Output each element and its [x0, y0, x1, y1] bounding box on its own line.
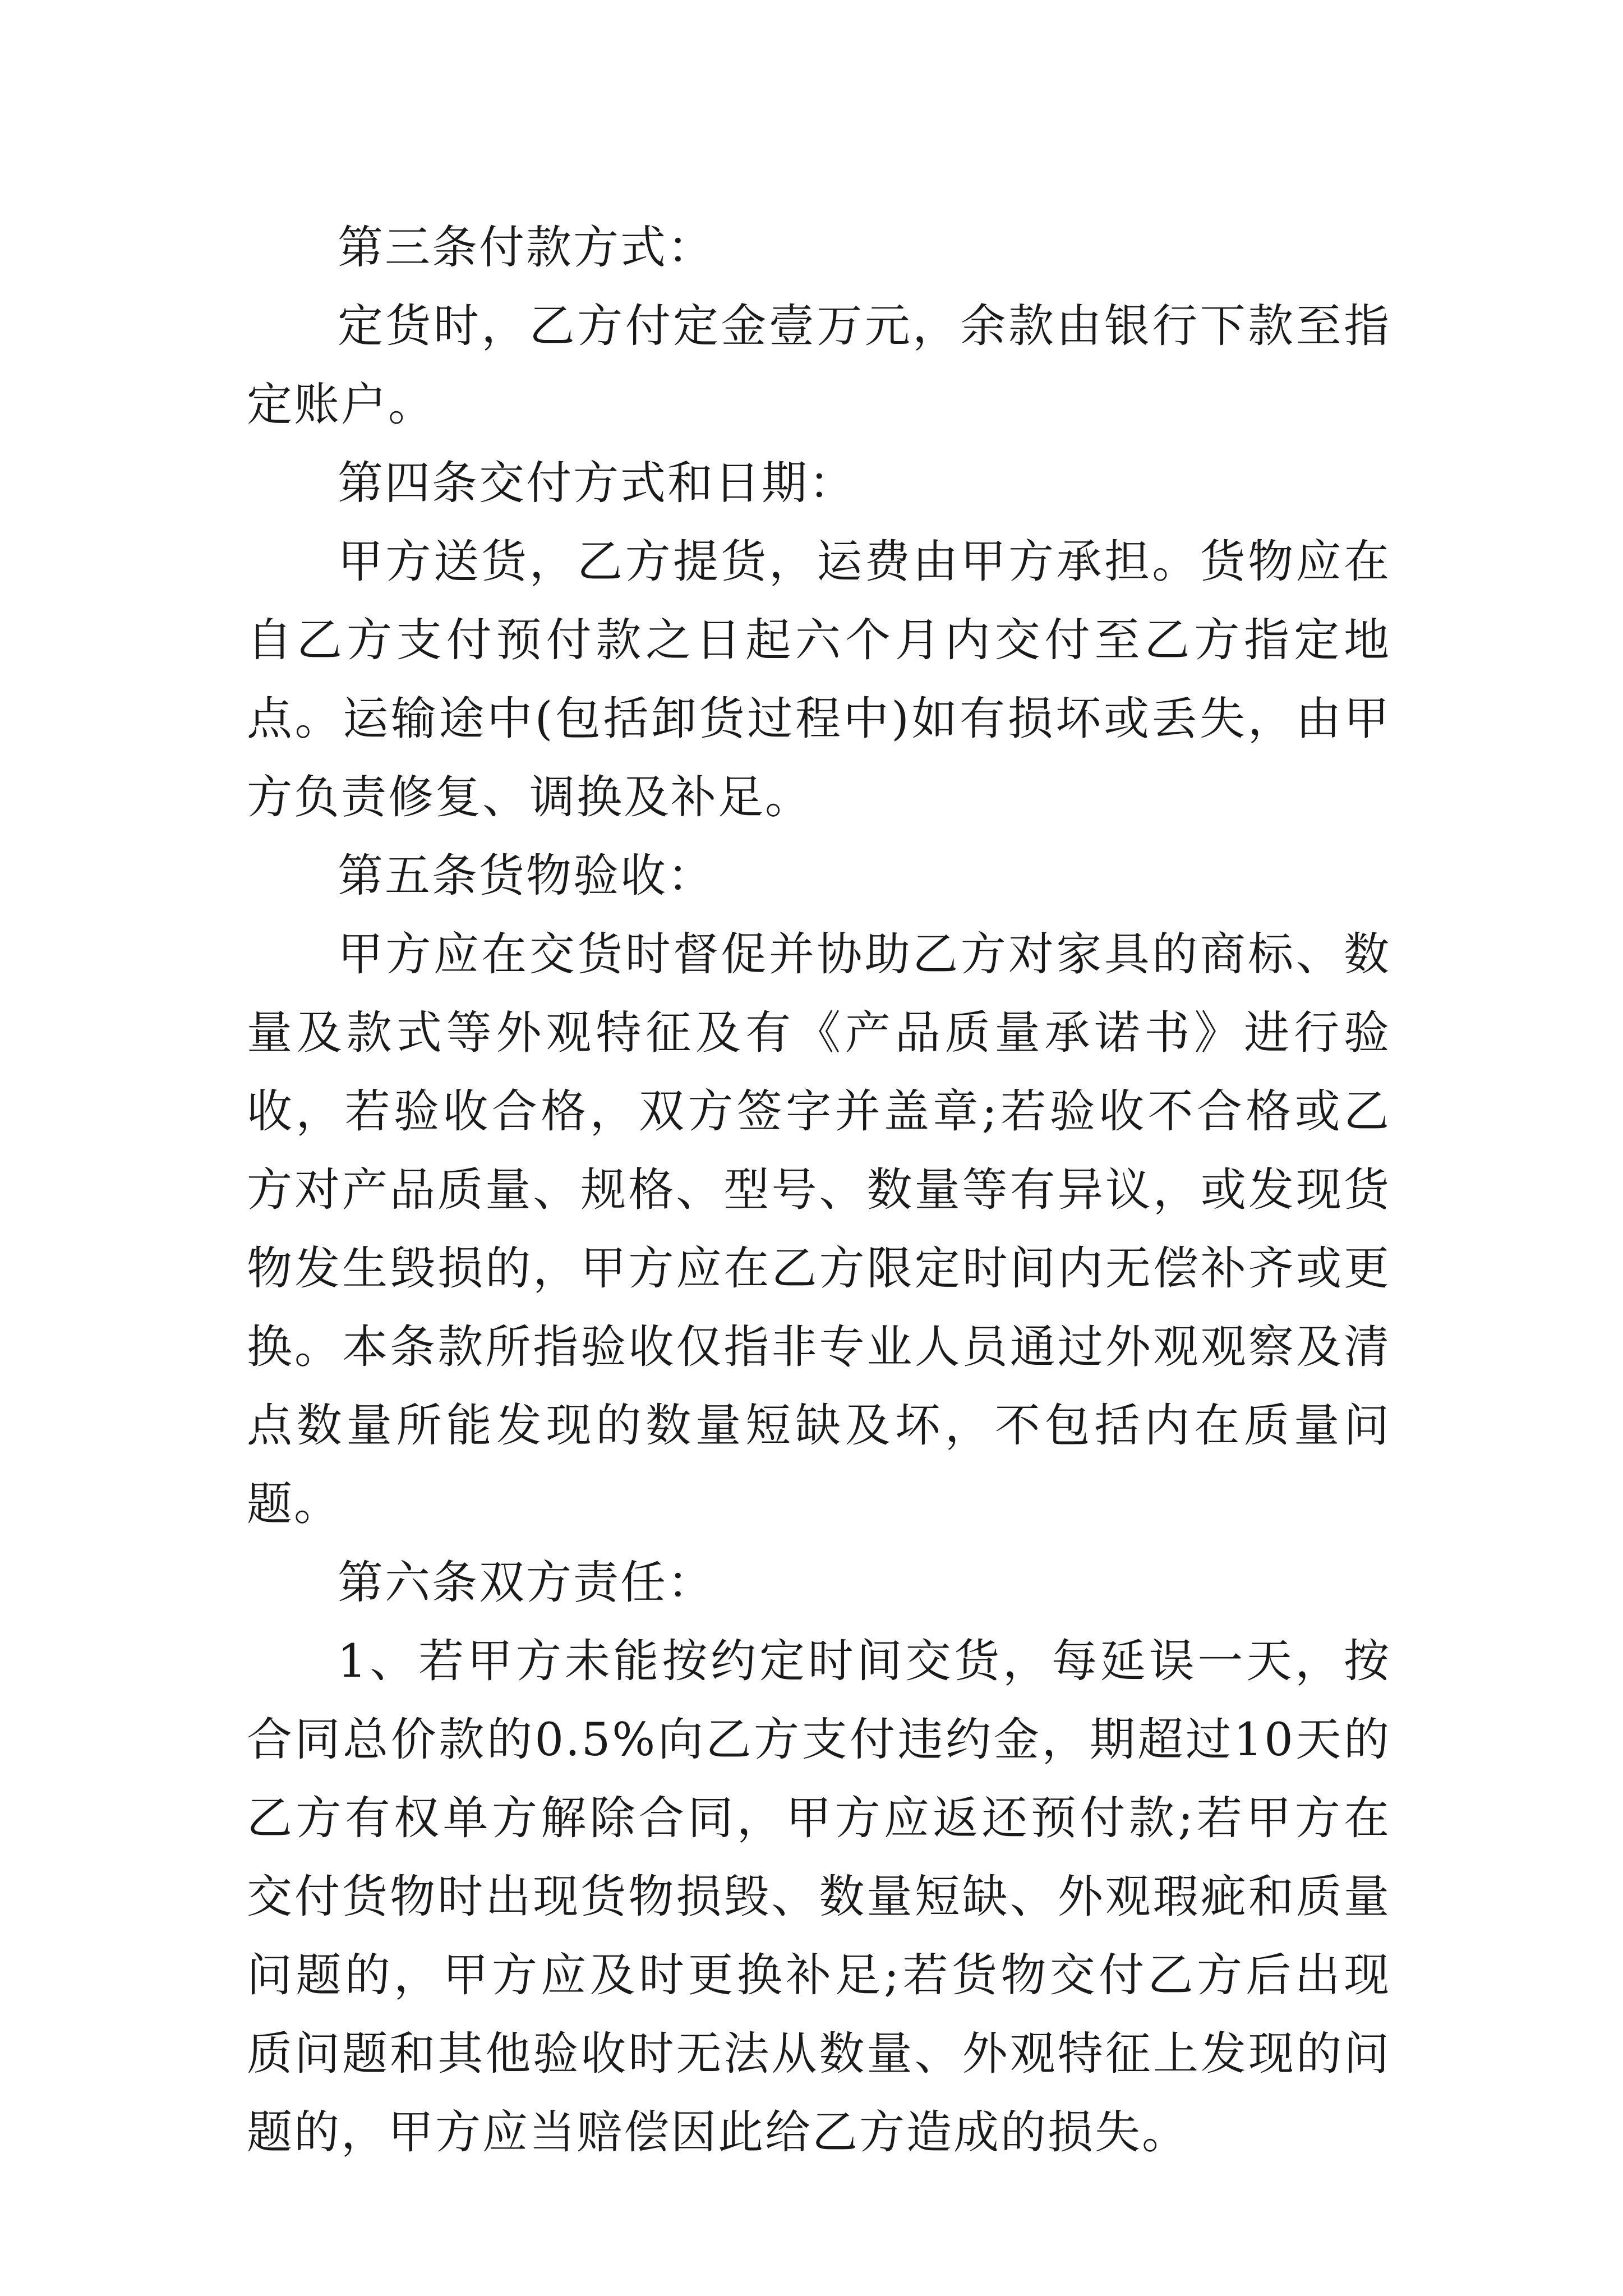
document-body [247, 209, 1391, 2172]
article-5-body: 甲方应在交货时督促并协助乙方对家具的商标、数量及款式等外观特征及有《产品质量承诺书》进行验收，若验收合格，双方签字并盖章;若验收不合格或乙方对产品质量、规格、型号、数量等有异议，或发现货物发生毁损的，甲方应在乙方限定时间内无偿补齐或更换。本条款所指验收仅指非专业人员通过外观观察及清点数量所能发现的数量短缺及坏，不包括内在质量问题。 [247, 928, 1391, 1531]
article-3-body: 定货时，乙方付定金壹万元，余款由银行下款至指定账户。 [247, 300, 1391, 431]
article-6-clause-1: 1、若甲方未能按约定时间交货，每延误一天，按合同总价款的0.5%向乙方支付违约金，期超过10天的乙方有权单方解除合同，甲方应返还预付款;若甲方在交付货物时出现货物损毁、数量短缺、外观瑕疵和质量问题的，甲方应及时更换补足;若货物交付乙方后出现质问题和其他验收时无法从数量、外观特征上发现的问题的，甲方应当赔偿因此给乙方造成的损失。 [247, 1635, 1391, 2159]
article-4-body: 甲方送货，乙方提货，运费由甲方承担。货物应在自乙方支付预付款之日起六个月内交付至乙方指定地点。运输途中(包括卸货过程中)如有损坏或丢失，由甲方负责修复、调换及补足。 [247, 536, 1391, 824]
article-5-heading: 第五条货物验收： [338, 850, 715, 903]
article-3-heading: 第三条付款方式： [338, 222, 715, 274]
article-6-heading: 第六条双方责任： [338, 1557, 715, 1609]
article-4-heading: 第四条交付方式和日期： [338, 457, 856, 510]
